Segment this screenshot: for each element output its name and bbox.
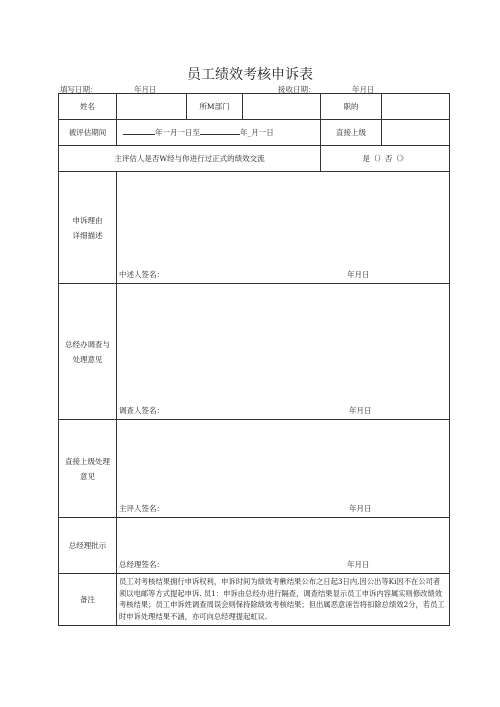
appellant-sign-date: 年月日 [347, 270, 370, 279]
office-opinion-input-cell[interactable] [117, 284, 450, 420]
notes-row [59, 574, 450, 626]
department-label: 所M部门 [187, 94, 243, 120]
supervisor-opinion-label [59, 420, 117, 518]
notes-text: 员工对考核结果拥行申诉权利，申诉时间为绩效考楸结果公布之日起3日内,因公出等Ki因不在公司者须以电邮等方式提起申诉. 员1：申诉由总经办进行隔查，调查结果显示员工申诉内容属实则修改绩效考核结果；员工申诉姓调查周误会则保持除绩效考核结果；但出属恶意诬告将扣除总绩效2分，若员工时申诉处理结果不涵，亦可向总经理提起虹议. [117, 574, 450, 626]
fill-date-value: 年月日 [134, 85, 157, 94]
form-title: 员工绩效考核申诉表 [187, 67, 313, 83]
period-end-text: 年_月一日 [240, 128, 274, 137]
notes-label: 备注 [59, 574, 117, 626]
department-input-cell[interactable] [243, 94, 321, 120]
appeal-reason-input-cell[interactable] [117, 172, 450, 284]
name-input-cell[interactable] [117, 94, 187, 120]
appellant-signature-label: 中述人签名： [119, 270, 164, 279]
basic-info-row [59, 94, 450, 120]
investigator-sign-date: 年月日 [349, 406, 372, 415]
supervisor-label: 直接上级 [321, 120, 382, 146]
period-start-text: 年一月一日至 [155, 128, 200, 137]
gm-approval-label: 总经理批示 [59, 518, 117, 574]
appeal-reason-label-line2: 详细描述 [72, 230, 103, 240]
receive-date-value: 年月日 [352, 85, 375, 94]
position-input-cell[interactable] [382, 94, 450, 120]
period-end-blank [200, 127, 240, 135]
office-opinion-label [59, 284, 117, 420]
evaluator-signature-label: 主评人签名： [119, 504, 164, 513]
supervisor-opinion-label-line1: 直接上级处理 [65, 456, 110, 466]
gm-approval-input-cell[interactable] [117, 518, 450, 574]
period-input-cell[interactable] [117, 120, 321, 146]
office-opinion-label-line2: 处理意见 [72, 354, 103, 364]
communication-question: 主评估人是否W经与你进行过正式的绩效交流 [59, 146, 321, 172]
period-row [59, 120, 450, 146]
supervisor-opinion-row [59, 420, 450, 518]
office-opinion-label-line1: 总经办调查与 [65, 339, 110, 349]
appeal-reason-label-line1: 申诉理由 [72, 215, 103, 225]
investigator-signature-label: 调查人签名： [119, 406, 164, 415]
appeal-reason-row [59, 172, 450, 284]
fill-date-label: 填写日期： [60, 85, 98, 94]
office-opinion-row [59, 284, 450, 420]
appeal-reason-label [59, 172, 117, 284]
appeal-form-table [58, 93, 450, 626]
communication-answer[interactable]: 是（）否（》 [321, 146, 450, 172]
period-start-blank [123, 127, 155, 135]
name-label: 姓名 [59, 94, 117, 120]
gm-signature-label: 总经理签名： [119, 560, 164, 569]
receive-date-label: 接收日期： [278, 85, 316, 94]
communication-row [59, 146, 450, 172]
supervisor-opinion-label-line2: 意见 [80, 471, 95, 481]
gm-sign-date: 年月日 [347, 560, 370, 569]
gm-approval-row [59, 518, 450, 574]
position-label: 职的 [321, 94, 382, 120]
period-label: 被评估期间 [59, 120, 117, 146]
supervisor-opinion-input-cell[interactable] [117, 420, 450, 518]
supervisor-input-cell[interactable] [382, 120, 450, 146]
evaluator-sign-date: 年月日 [349, 504, 372, 513]
